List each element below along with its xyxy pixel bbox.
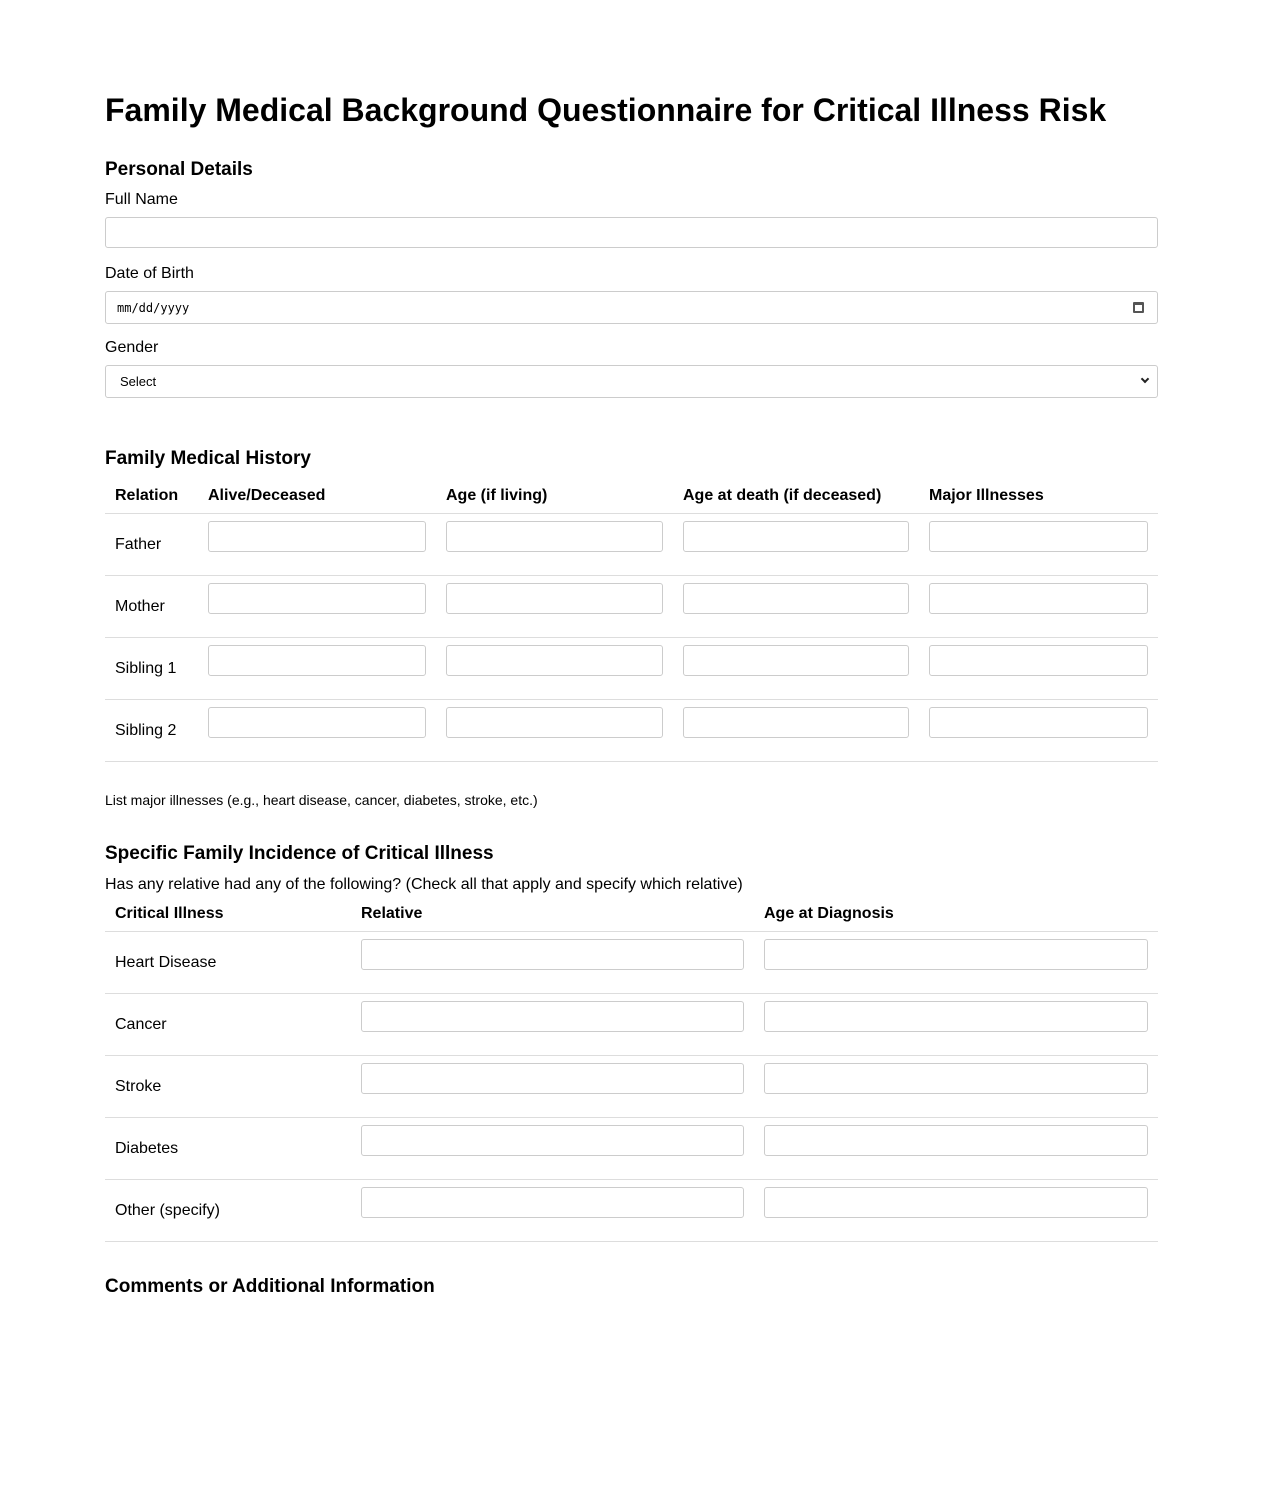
- illness-label: Other (specify): [105, 1180, 351, 1242]
- relative-input[interactable]: [361, 1001, 744, 1032]
- alive-deceased-input[interactable]: [208, 645, 426, 676]
- alive-deceased-input[interactable]: [208, 521, 426, 552]
- table-row: [105, 1180, 1158, 1242]
- relation-label: Sibling 1: [105, 638, 198, 700]
- age-living-input[interactable]: [446, 707, 663, 738]
- table-row: [105, 1118, 1158, 1180]
- table-row: [105, 576, 1158, 638]
- chevron-down-icon: [1141, 375, 1149, 383]
- relative-input[interactable]: [361, 1125, 744, 1156]
- col-header-relative: Relative: [351, 905, 754, 932]
- relative-input[interactable]: [361, 1063, 744, 1094]
- gender-label: Gender: [105, 339, 159, 356]
- major-illnesses-input[interactable]: [929, 707, 1148, 738]
- col-header-major-illnesses: Major Illnesses: [919, 487, 1158, 514]
- page-title: Family Medical Background Questionnaire for Critical Illness Risk: [105, 92, 1107, 128]
- gender-selected-value: Select: [120, 374, 157, 389]
- age-diagnosis-input[interactable]: [764, 1125, 1148, 1156]
- family-history-heading: Family Medical History: [105, 448, 311, 469]
- col-header-relation: Relation: [105, 487, 198, 514]
- relation-label: Sibling 2: [105, 700, 198, 762]
- critical-illness-intro: Has any relative had any of the following? (Check all that apply and specify which relative): [105, 876, 743, 893]
- col-header-critical-illness: Critical Illness: [105, 905, 351, 932]
- questionnaire-form: [105, 0, 1158, 1299]
- age-diagnosis-input[interactable]: [764, 1001, 1148, 1032]
- comments-heading: Comments or Additional Information: [105, 1276, 435, 1297]
- major-illnesses-input[interactable]: [929, 583, 1148, 614]
- age-death-input[interactable]: [683, 521, 909, 552]
- age-living-input[interactable]: [446, 583, 663, 614]
- age-diagnosis-input[interactable]: [764, 1187, 1148, 1218]
- table-header-row: [105, 487, 1158, 514]
- col-header-alive-deceased: Alive/Deceased: [198, 487, 436, 514]
- relative-input[interactable]: [361, 939, 744, 970]
- table-row: [105, 514, 1158, 576]
- dob-input[interactable]: [105, 291, 1158, 324]
- table-header-row: [105, 905, 1158, 932]
- table-row: [105, 700, 1158, 762]
- alive-deceased-input[interactable]: [208, 583, 426, 614]
- col-header-age-living: Age (if living): [436, 487, 673, 514]
- dob-label: Date of Birth: [105, 265, 194, 282]
- personal-details-heading: Personal Details: [105, 159, 253, 180]
- age-living-input[interactable]: [446, 645, 663, 676]
- critical-illness-section: [105, 842, 1158, 1242]
- illness-label: Stroke: [105, 1056, 351, 1118]
- dob-placeholder: mm/dd/yyyy: [117, 300, 190, 315]
- family-history-table: [105, 487, 1158, 762]
- age-living-input[interactable]: [446, 521, 663, 552]
- full-name-input[interactable]: [105, 217, 1158, 248]
- illness-label: Heart Disease: [105, 932, 351, 994]
- critical-illness-table: [105, 905, 1158, 1242]
- full-name-label: Full Name: [105, 191, 178, 208]
- critical-illness-heading: Specific Family Incidence of Critical Illness: [105, 843, 494, 864]
- age-diagnosis-input[interactable]: [764, 1063, 1148, 1094]
- calendar-icon[interactable]: [1133, 302, 1144, 313]
- personal-details-section: [105, 158, 1158, 398]
- table-row: [105, 1056, 1158, 1118]
- major-illnesses-input[interactable]: [929, 645, 1148, 676]
- col-header-age-death: Age at death (if deceased): [673, 487, 919, 514]
- comments-section: [105, 1275, 1158, 1299]
- table-row: [105, 994, 1158, 1056]
- relation-label: Mother: [105, 576, 198, 638]
- table-row: [105, 638, 1158, 700]
- illnesses-note: List major illnesses (e.g., heart disease, cancer, diabetes, stroke, etc.): [105, 792, 538, 808]
- illness-label: Cancer: [105, 994, 351, 1056]
- family-history-section: [105, 447, 1158, 809]
- age-death-input[interactable]: [683, 645, 909, 676]
- gender-select[interactable]: [105, 365, 1158, 398]
- col-header-age-diagnosis: Age at Diagnosis: [754, 905, 1158, 932]
- table-row: [105, 932, 1158, 994]
- relative-input[interactable]: [361, 1187, 744, 1218]
- age-death-input[interactable]: [683, 583, 909, 614]
- alive-deceased-input[interactable]: [208, 707, 426, 738]
- major-illnesses-input[interactable]: [929, 521, 1148, 552]
- age-diagnosis-input[interactable]: [764, 939, 1148, 970]
- illness-label: Diabetes: [105, 1118, 351, 1180]
- age-death-input[interactable]: [683, 707, 909, 738]
- relation-label: Father: [105, 514, 198, 576]
